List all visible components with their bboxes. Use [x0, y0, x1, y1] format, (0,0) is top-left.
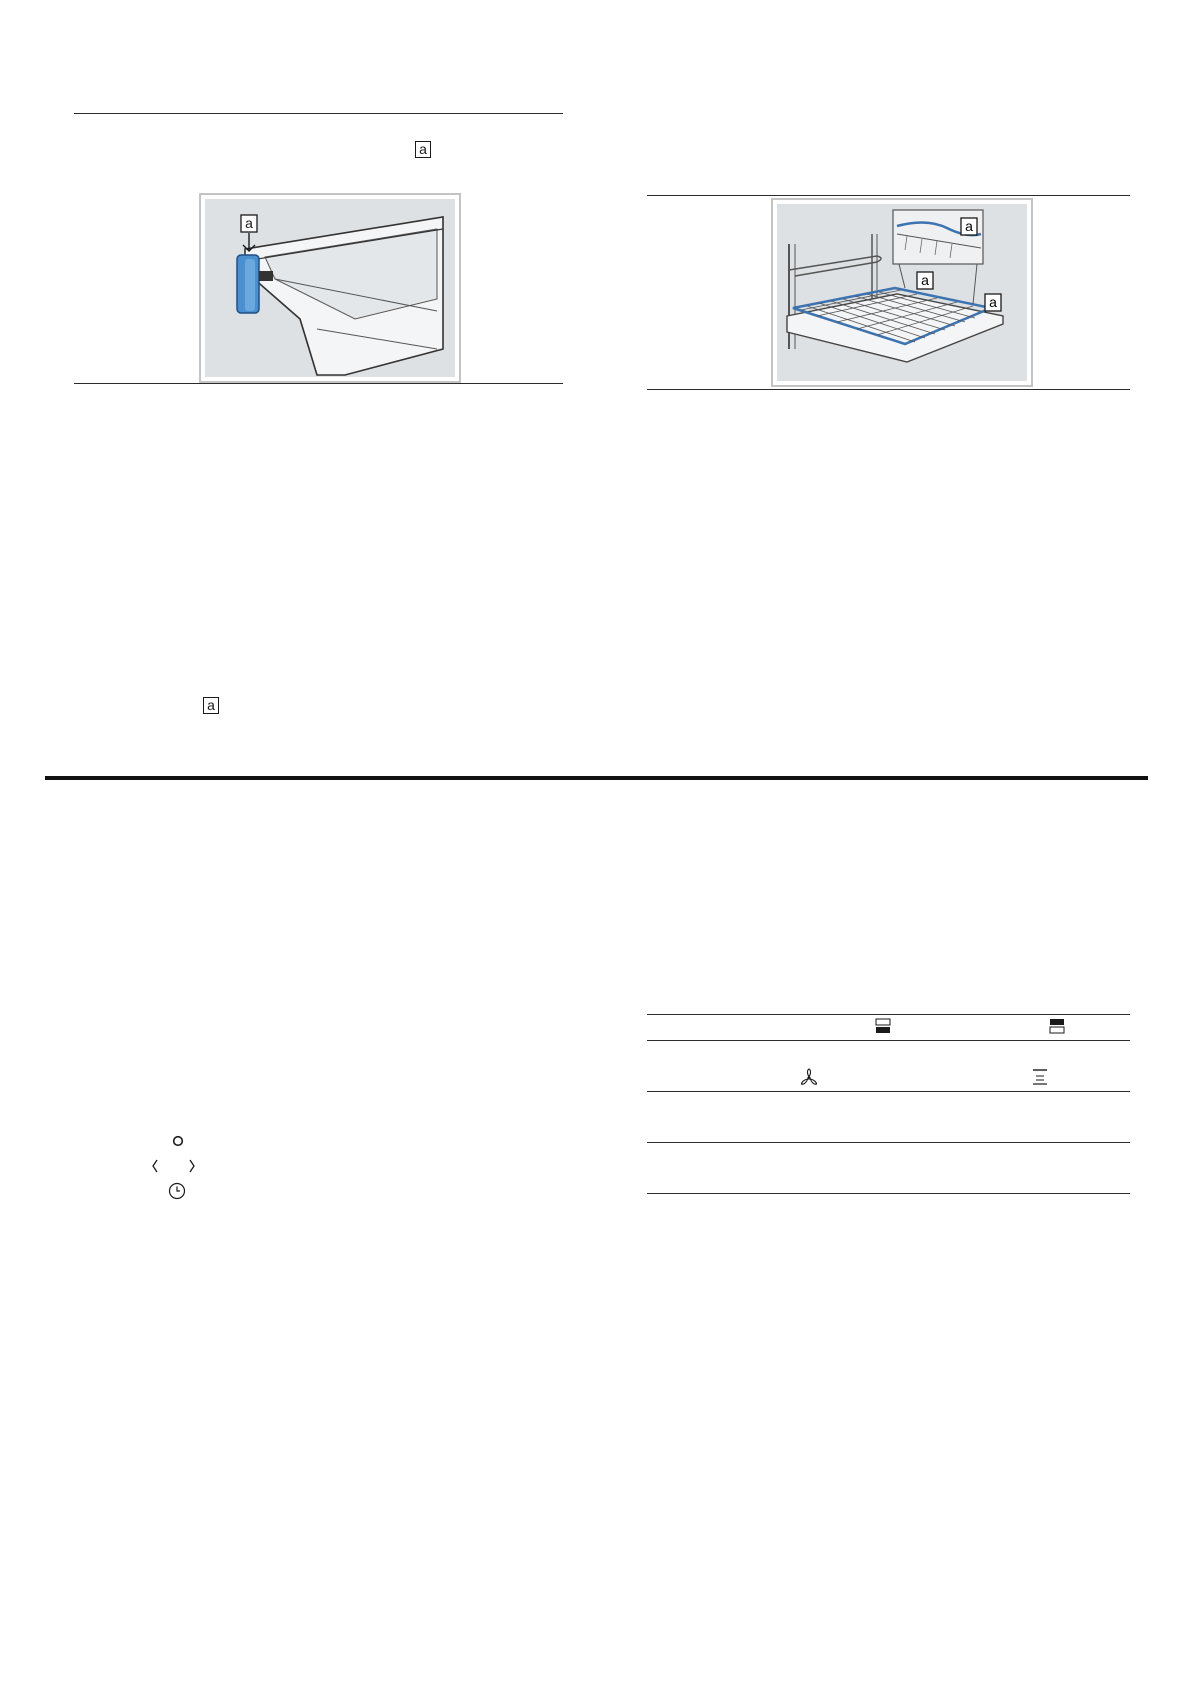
top-right-upper-rule	[647, 195, 1130, 196]
wire-rack-illustration	[777, 204, 1027, 381]
tray-clip-figure	[199, 193, 461, 383]
table-row2-rule	[647, 1142, 1130, 1143]
section-divider	[45, 776, 1148, 780]
table-bottom-rule	[647, 1193, 1130, 1194]
top-right-lower-rule	[647, 389, 1130, 390]
rack-callout-1-text: a	[965, 218, 973, 234]
rack-callout-2-text: a	[921, 272, 929, 288]
top-left-upper-rule	[74, 113, 563, 114]
chevron-right-icon	[187, 1158, 197, 1174]
table-header-rule	[647, 1040, 1130, 1041]
bottom-heat-icon	[875, 1018, 891, 1034]
rack-callout-3-text: a	[989, 294, 997, 310]
callout-label-a-2: a	[203, 697, 219, 714]
figure-callout-text: a	[245, 215, 253, 231]
fan-icon	[799, 1068, 819, 1086]
table-row1-rule	[647, 1091, 1130, 1092]
top-left-lower-rule	[74, 383, 563, 384]
grill-element-icon	[1031, 1068, 1049, 1086]
callout-label-a: a	[415, 141, 431, 158]
top-heat-icon	[1049, 1018, 1065, 1034]
tray-clip-illustration	[205, 199, 455, 377]
clock-icon	[168, 1182, 186, 1200]
ring-icon	[172, 1135, 184, 1147]
wire-rack-figure	[771, 198, 1033, 387]
chevron-left-icon	[150, 1158, 160, 1174]
table-top-rule	[647, 1014, 1130, 1015]
